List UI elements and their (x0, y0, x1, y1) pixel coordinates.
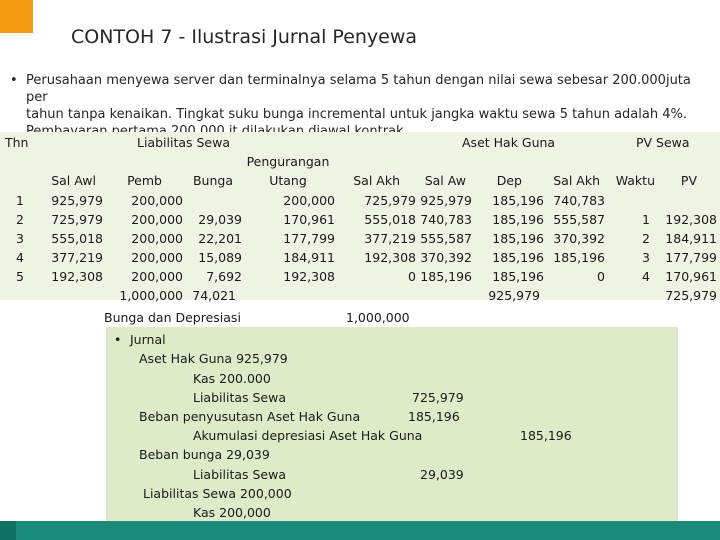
col-sal-aw: Sal Aw (424, 173, 466, 188)
page-title: CONTOH 7 - Ilustrasi Jurnal Penyewa (71, 26, 418, 48)
cell-pemb: 200,000 (131, 193, 183, 208)
cell-sal-awl: 555,018 (51, 231, 103, 246)
footer-value: 1,000,000 (346, 310, 410, 325)
cell-sal-awl: 725,979 (51, 212, 103, 227)
cell-sal-awl: 377,219 (51, 250, 103, 265)
cell-pv: 170,961 (665, 269, 717, 284)
col-pemb: Pemb (127, 173, 162, 188)
total-pemb: 1,000,000 (119, 288, 183, 303)
cell-sal-akh-2: 185,196 (553, 250, 605, 265)
cell-pemb: 200,000 (131, 231, 183, 246)
cell-pengurangan: 170,961 (283, 212, 335, 227)
cell-bunga: 7,692 (206, 269, 242, 284)
col-sal-akh: Sal Akh (353, 173, 400, 188)
cell-sal-akh: 192,308 (364, 250, 416, 265)
cell-waktu: 2 (642, 231, 650, 246)
cell-dep: 185,196 (492, 250, 544, 265)
description-line-2: tahun tanpa kenaikan. Tingkat suku bunga incremental untuk jangka waktu sewa 5 tahun adalah 4%. (26, 107, 687, 122)
cell-sal-aw: 370,392 (420, 250, 472, 265)
journal-amount: 185,196 (408, 409, 460, 424)
cell-waktu: 1 (642, 212, 650, 227)
cell-pengurangan: 192,308 (283, 269, 335, 284)
cell-sal-awl: 925,979 (51, 193, 103, 208)
cell-sal-akh-2: 370,392 (553, 231, 605, 246)
journal-amount: 725,979 (412, 390, 464, 405)
cell-pemb: 200,000 (131, 269, 183, 284)
cell-pv: 177,799 (665, 250, 717, 265)
journal-line: Akumulasi depresiasi Aset Hak Guna (193, 428, 423, 443)
cell-sal-aw: 925,979 (420, 193, 472, 208)
cell-pengurangan: 200,000 (283, 193, 335, 208)
footer-bar (0, 521, 720, 540)
cell-sal-akh-2: 555,587 (553, 212, 605, 227)
cell-dep: 185,196 (492, 231, 544, 246)
cell-sal-awl: 192,308 (51, 269, 103, 284)
cell-waktu: 3 (642, 250, 650, 265)
header-aset-hak-guna: Aset Hak Guna (462, 135, 556, 150)
journal-line: Liabilitas Sewa (193, 390, 287, 405)
cell-pengurangan: 177,799 (283, 231, 335, 246)
cell-dep: 185,196 (492, 193, 544, 208)
cell-sal-akh: 377,219 (364, 231, 416, 246)
journal-line: Kas 200.000 (193, 371, 271, 386)
cell-pengurangan: 184,911 (283, 250, 335, 265)
col-bunga: Bunga (192, 173, 233, 188)
journal-bullet: • (114, 332, 122, 347)
cell-pemb: 200,000 (131, 250, 183, 265)
cell-sal-akh: 0 (408, 269, 416, 284)
description-text (26, 72, 716, 140)
cell-thn: 2 (16, 212, 24, 227)
cell-sal-aw: 555,587 (420, 231, 472, 246)
col-pengurangan: Pengurangan (246, 154, 330, 169)
cell-pv: 184,911 (665, 231, 717, 246)
footer-bar-left (0, 521, 16, 540)
col-dep: Dep (496, 173, 522, 188)
cell-dep: 185,196 (492, 212, 544, 227)
cell-sal-aw: 740,783 (420, 212, 472, 227)
accent-square (0, 0, 33, 33)
journal-amount: 185,196 (520, 428, 572, 443)
cell-thn: 1 (16, 193, 24, 208)
total-bunga: 74,021 (192, 288, 236, 303)
cell-bunga: 15,089 (198, 250, 242, 265)
header-pv-sewa: PV Sewa (636, 135, 690, 150)
cell-bunga: 29,039 (198, 212, 242, 227)
cell-pemb: 200,000 (131, 212, 183, 227)
bullet-dot: • (10, 73, 18, 88)
journal-amount: 29,039 (420, 467, 464, 482)
col-waktu: Waktu (615, 173, 655, 188)
amortization-table (0, 132, 720, 303)
total-pv: 725,979 (665, 288, 717, 303)
cell-thn: 4 (16, 250, 24, 265)
journal-line: Beban penyusutasn Aset Hak Guna (139, 409, 361, 424)
cell-sal-akh: 555,018 (364, 212, 416, 227)
cell-thn: 3 (16, 231, 24, 246)
col-utang: Utang (269, 173, 307, 188)
journal-line: Liabilitas Sewa 200,000 (143, 486, 292, 501)
cell-waktu: 4 (642, 269, 650, 284)
total-dep: 925,979 (488, 288, 540, 303)
cell-sal-akh-2: 740,783 (553, 193, 605, 208)
cell-pv: 192,308 (665, 212, 717, 227)
journal-heading: Jurnal (130, 332, 166, 347)
footer-label: Bunga dan Depresiasi (104, 310, 241, 325)
journal-line: Kas 200,000 (193, 505, 271, 520)
journal-line: Aset Hak Guna 925,979 (139, 351, 288, 366)
cell-sal-aw: 185,196 (420, 269, 472, 284)
col-sal-akh-2: Sal Akh (553, 173, 600, 188)
cell-sal-akh: 725,979 (364, 193, 416, 208)
cell-sal-akh-2: 0 (597, 269, 605, 284)
cell-dep: 185,196 (492, 269, 544, 284)
description-line-1: Perusahaan menyewa server dan terminalnya selama 5 tahun dengan nilai sewa sebesar 200.000juta per (26, 73, 691, 105)
journal-line: Beban bunga 29,039 (139, 447, 270, 462)
journal-box (106, 327, 678, 521)
col-pv: PV (680, 173, 697, 188)
cell-bunga: 22,201 (198, 231, 242, 246)
header-thn: Thn (5, 135, 29, 150)
header-liabilitas-sewa: Liabilitas Sewa (137, 135, 231, 150)
journal-line: Liabilitas Sewa (193, 467, 287, 482)
col-sal-awl: Sal Awl (51, 173, 96, 188)
cell-thn: 5 (16, 269, 24, 284)
